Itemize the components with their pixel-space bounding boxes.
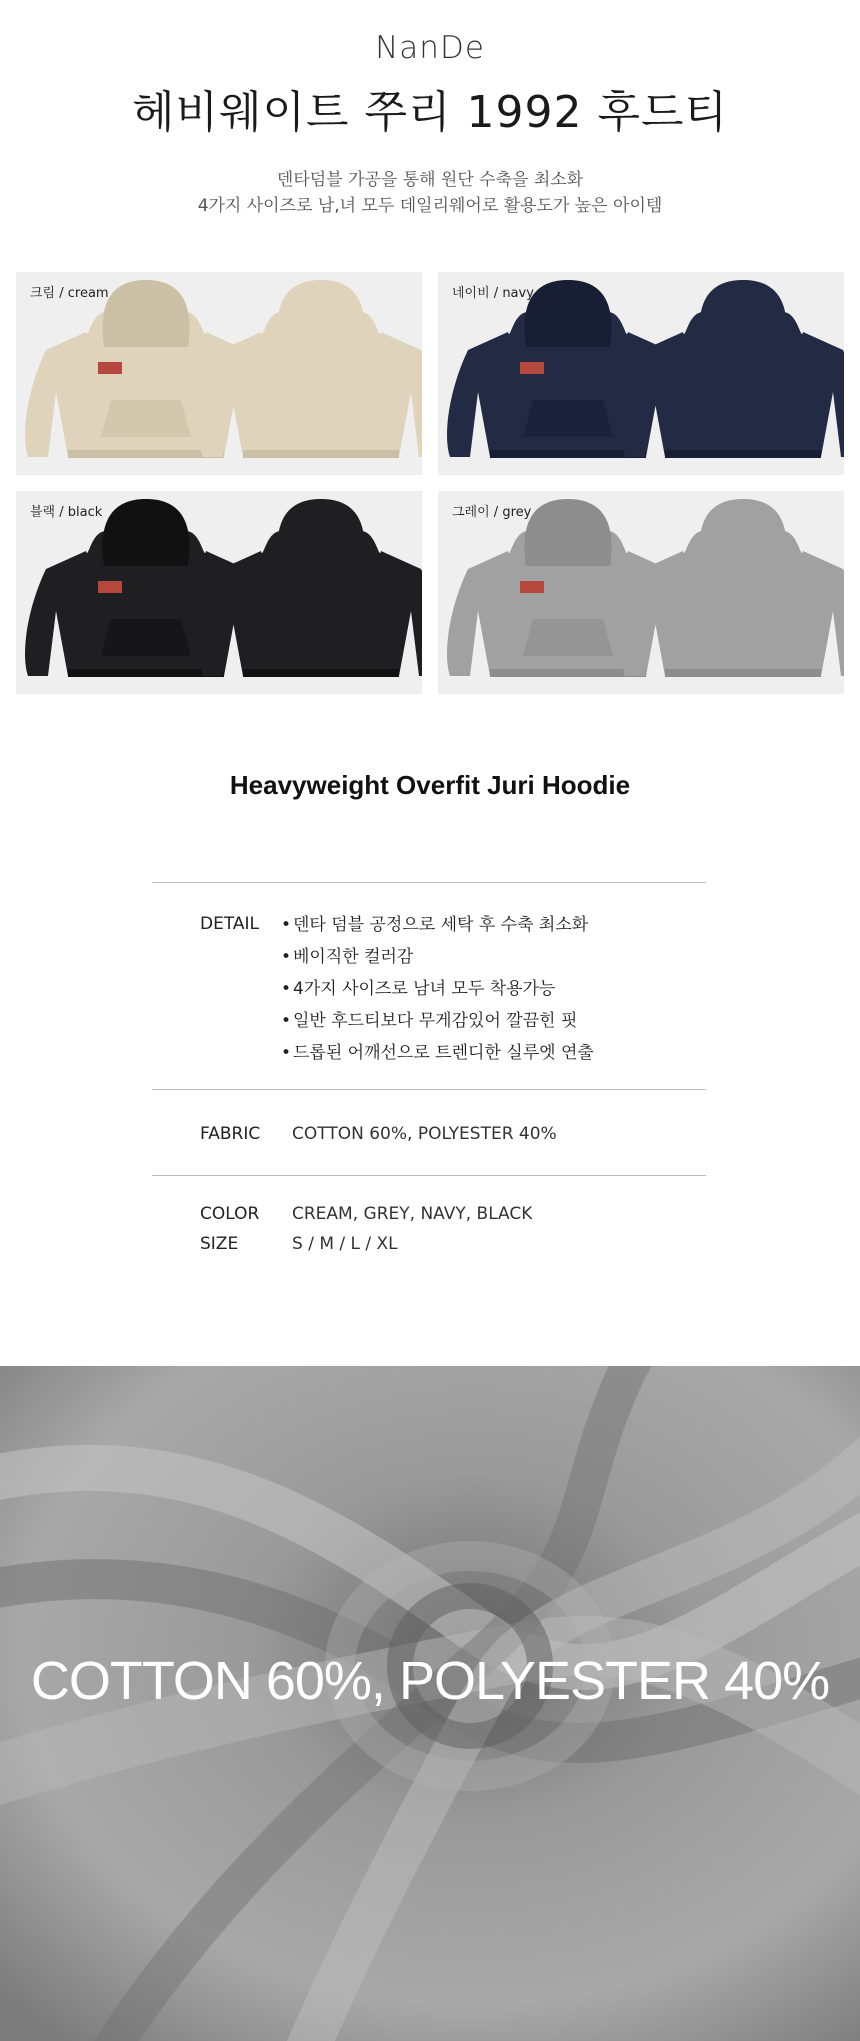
swatch-navy bbox=[438, 272, 844, 475]
detail-list bbox=[281, 913, 594, 1073]
grey-hoodie-image bbox=[438, 491, 844, 694]
black-hoodie-image bbox=[16, 491, 422, 694]
hoodie-back-shape bbox=[622, 499, 844, 677]
navy-hoodie-image bbox=[438, 272, 844, 475]
size-value: S / M / L / XL bbox=[292, 1234, 398, 1254]
brand-name: NanDe bbox=[375, 30, 485, 66]
swatch-label: 블랙 / black bbox=[30, 505, 103, 520]
swatch-black bbox=[16, 491, 422, 694]
subtitle-line-2: 4가지 사이즈로 남,녀 모두 데일리웨어로 활용도가 높은 아이템 bbox=[197, 196, 663, 216]
swatch-grey bbox=[438, 491, 844, 694]
fabric-value: COTTON 60%, POLYESTER 40% bbox=[292, 1124, 557, 1144]
list-item: • 드롭된 어깨선으로 트렌디한 실루엣 연출 bbox=[281, 1041, 594, 1073]
swatch-cream bbox=[16, 272, 422, 475]
fabric-banner-text: COTTON 60%, POLYESTER 40% bbox=[30, 1651, 830, 1711]
list-item: • 베이직한 컬러감 bbox=[281, 945, 594, 977]
detail-label: DETAIL bbox=[200, 914, 260, 934]
hoodie-back-shape bbox=[200, 280, 422, 458]
color-label: COLOR bbox=[200, 1204, 260, 1224]
list-item: • 4가지 사이즈로 남녀 모두 착용가능 bbox=[281, 977, 594, 1009]
swatch-label: 그레이 / grey bbox=[452, 505, 532, 520]
color-value: CREAM, GREY, NAVY, BLACK bbox=[292, 1204, 533, 1224]
cream-hoodie-image bbox=[16, 272, 422, 475]
list-item: • 덴타 덤블 공정으로 세탁 후 수축 최소화 bbox=[281, 913, 594, 945]
fabric-label: FABRIC bbox=[200, 1124, 261, 1144]
hoodie-back-shape bbox=[200, 499, 422, 677]
list-item: • 일반 후드티보다 무게감있어 깔끔힌 핏 bbox=[281, 1009, 594, 1041]
divider bbox=[152, 1089, 706, 1090]
swatch-label: 네이비 / navy bbox=[452, 286, 534, 301]
divider bbox=[152, 882, 706, 883]
product-name: Heavyweight Overfit Juri Hoodie bbox=[229, 770, 631, 800]
divider bbox=[152, 1175, 706, 1176]
subtitle-line-1: 덴타덤블 가공을 통해 원단 수축을 최소화 bbox=[276, 170, 584, 190]
size-label: SIZE bbox=[200, 1234, 239, 1254]
swatch-label: 크림 / cream bbox=[30, 286, 109, 301]
hoodie-back-shape bbox=[622, 280, 844, 458]
page-title: 헤비웨이트 쭈리 1992 후드티 bbox=[132, 87, 728, 138]
